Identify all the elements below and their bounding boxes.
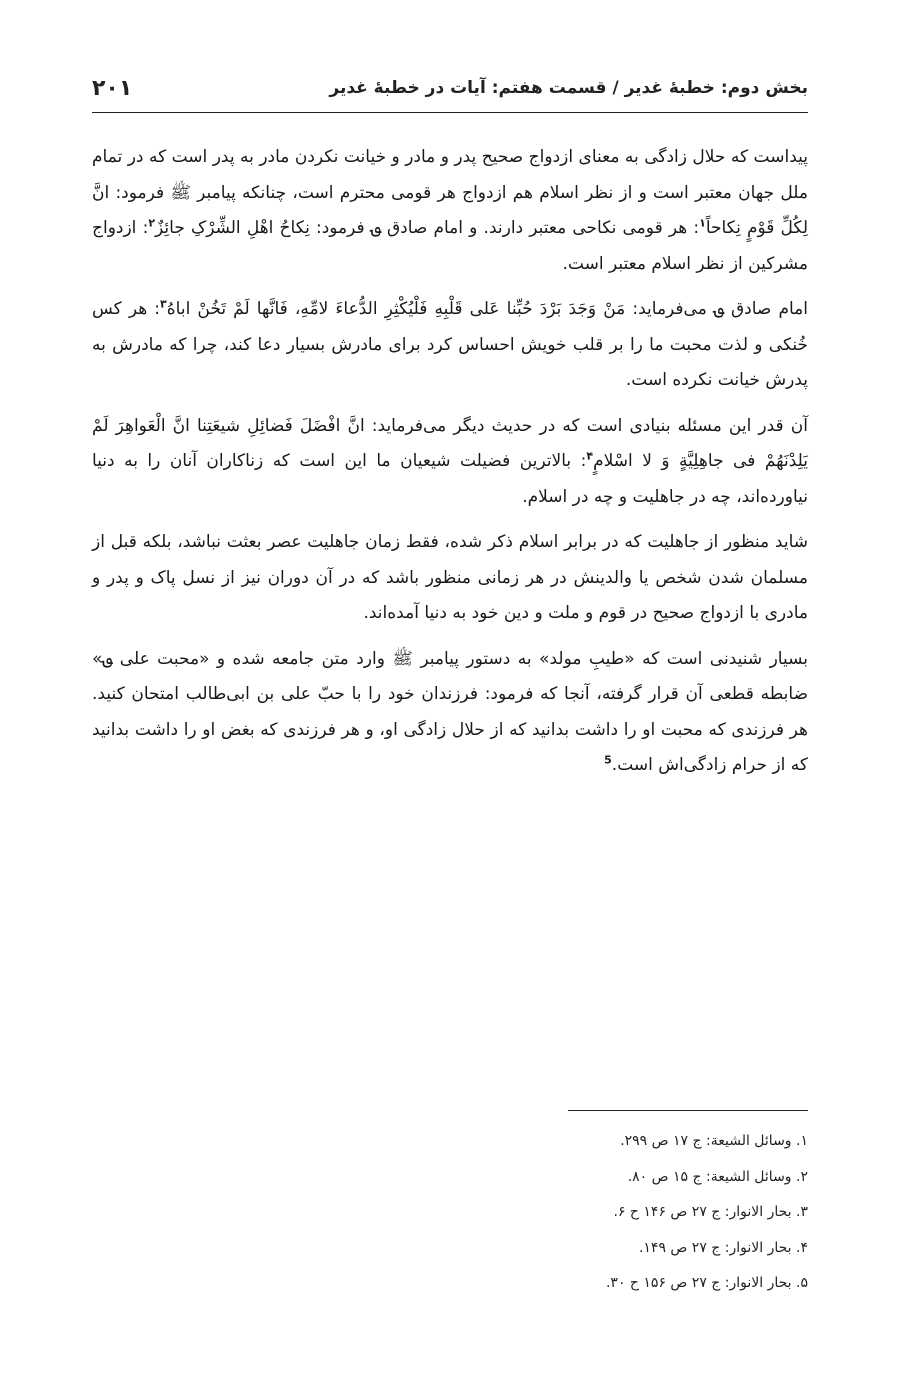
paragraph-5 xyxy=(92,642,808,784)
footnote-divider xyxy=(568,1110,808,1111)
body-text xyxy=(92,140,808,794)
page-header xyxy=(92,70,808,106)
page-number: ۲۰۱ xyxy=(92,75,133,101)
paragraph-text: امام صادق ؈ می‌فرماید: xyxy=(625,299,808,319)
footnote-ref: ۴ xyxy=(586,449,594,463)
paragraph-text: : بالاترین فضیلت شیعیان ما این است که زناکاران آنان را به دنیا نیاورده‌اند، چه در جاهلیت و چه در اسلام. xyxy=(92,451,808,507)
footnote-item: ۱. وسائل الشیعة: ج ۱۷ ص ۲۹۹. xyxy=(620,1133,808,1149)
footnote-ref: 5 xyxy=(604,753,612,767)
hadith-quote: انَّ افْضَلَ فَضائِلِ شیعَتِنا انَّ الْعَواهِرَ لَمْ یَلِدْنَهُمْ فی جاهِلِیَّةٍ وَ لا اسْلامٍ xyxy=(92,415,808,471)
hadith-quote: انَّ لِکُلِّ قَوْمٍ نِکاحاً xyxy=(92,182,808,238)
footnote-item: ۴. بحار الانوار: ج ۲۷ ص ۱۴۹. xyxy=(638,1239,808,1256)
paragraph-1 xyxy=(92,140,808,282)
paragraph-3 xyxy=(92,409,808,516)
footnote-item: ۳. بحار الانوار: ج ۲۷ ص ۱۴۶ ح ۶. xyxy=(613,1204,808,1220)
paragraph-text: : هر کس خُنکی و لذت محبت ما را بر قلب خویش احساس کرد برای مادرش بسیار دعا کند، چرا که مادرش به پدرش خیانت نکرده است. xyxy=(92,299,808,390)
paragraph-text: بسیار شنیدنی است که «طیبِ مولد» به دستور پیامبر ﷺ وارد متن جامعه شده و «محبت علی ؈» ضابطه قطعی آن قرار گرفته، آنجا که فرمود: فرزندان خود را با حبّ علی بن ابی‌طالب امتحان کنید. هر فرزندی که محبت او را داشت بدانید که از حلال زادگی او، و هر فرزندی که بغض او را داشت بدانید که از حرام زادگی‌اش است. xyxy=(92,648,808,775)
footnote-item: ۲. وسائل الشیعة: ج ۱۵ ص ۸۰. xyxy=(627,1168,808,1185)
paragraph-text: شاید منظور از جاهلیت که در برابر اسلام ذکر شده، فقط زمان جاهلیت عصر بعثت نباشد، بلکه قبل از مسلمان شدن شخص یا والدینش در هر زمانی منظور باشد که در آن دوران نیز از نسل پاک و پدر و مادری با ازدواج صحیح در قوم و ملت و دین خود به دنیا آمده‌اند. xyxy=(92,532,808,623)
header-divider xyxy=(92,112,808,113)
footnote-item: ۵. بحار الانوار: ج ۲۷ ص ۱۵۶ ح ۳۰. xyxy=(605,1275,808,1291)
paragraph-text: : هر قومی نکاحی معتبر دارند. و امام صادق ؈ فرمود: xyxy=(309,218,700,238)
hadith-quote: مَنْ وَجَدَ بَرْدَ حُبِّنا عَلی قَلْبِهِ فَلْیُکْثِرِ الدُّعاءَ لامِّهِ، فَانَّها لَمْ تَخُنْ اباهُ xyxy=(166,299,626,319)
paragraph-text: پیداست که حلال زادگی به معنای ازدواج صحیح پدر و مادر و خیانت نکردن مادر به پدر است که در تمام ملل جهان معتبر است و از نظر اسلام هم ازدواج هر قومی محترم است، چنانکه پیامبر ﷺ فرمود: xyxy=(92,147,808,203)
paragraph-2 xyxy=(92,292,808,399)
footnotes-list xyxy=(300,1124,808,1302)
running-title: بخش دوم: خطبهٔ غدیر / قسمت هفتم: آیات در خطبهٔ غدیر xyxy=(329,78,808,98)
footnote-ref: ۲ xyxy=(148,216,156,230)
footnote-ref: ۱ xyxy=(699,216,706,230)
hadith-quote: نِکاحُ اهْلِ الشِّرْکِ جائِزٌ xyxy=(155,218,310,238)
paragraph-4 xyxy=(92,525,808,632)
footnote-ref: ۳ xyxy=(160,297,167,311)
paragraph-text: آن قدر این مسئله بنیادی است که در حدیث دیگر می‌فرماید: xyxy=(364,415,809,436)
paragraph-text: : ازدواج مشرکین از نظر اسلام معتبر است. xyxy=(92,218,808,274)
